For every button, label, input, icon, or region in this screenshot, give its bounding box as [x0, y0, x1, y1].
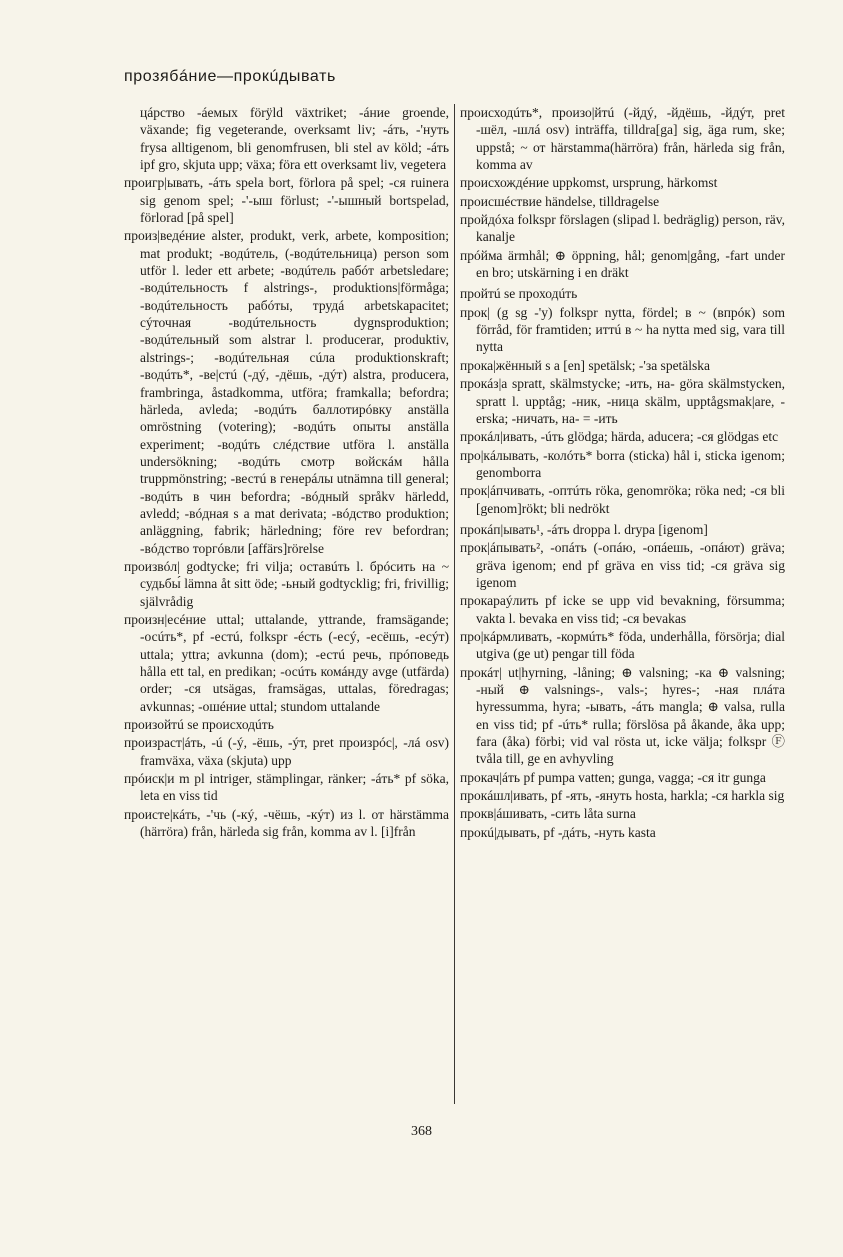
dictionary-entry: прокáт| ut|hyrning, -låning; ⊕ valsning; -ка ⊕ valsning; -ный ⊕ valsnings-, vals-; hyres-; -ная плáта hyressumma, hyra; -ывать, -áть mangla; ⊕ valsa, rulla en viss tid; pf -úть* rulla; förslösa på åkande, åka upp; fara (åka) förbi; vid val rösta ut, icke välja; folkspr Ⓕ tvåla till, ge en avhyvling: [460, 664, 785, 767]
dictionary-entry: происте|кáть, -'чь (-кý, -чёшь, -кýт) из l. от härstämma (härröra) från, härleda sig från, komma av l. [i]från: [124, 806, 449, 840]
dictionary-entry: произраст|áть, -ú (-ý, -ёшь, -ýт, pret произрóс|, -лá osv) framväxa, växa (skjuta) upp: [124, 735, 449, 768]
dictionary-entry: произн|есéние uttal; uttalande, yttrande, framsägande; -осúть*, pf -естú, folkspr -éсть (-есý, -есёшь, -есýт) uttala; yttra; avkunna (dom); -естú речь, прóповедь hålla ett tal, en predikan; -осúть комáнду avge (utfärda) order; -ся utsägas, framsägas, uttalas, föredragas; avkunnas; -ошéние uttal; stundom uttalande: [124, 611, 449, 714]
dictionary-entry: прокв|áшивать, -сить låta surna: [460, 806, 636, 822]
dictionary-entry: прок|áпчивать, -оптúть röka, genomröka; röka ned; -ся bli [genom]rökt; bli nedrökt: [460, 483, 785, 516]
dictionary-entry: пройдóха folkspr förslagen (slipad l. bedräglig) person, räv, kanalje: [460, 212, 785, 245]
dictionary-entry: пройтú se проходúть: [460, 286, 578, 302]
dictionary-entry: прока|жённый s a [en] spetälsk; -'за spetälska: [460, 357, 711, 373]
column-divider: [454, 104, 455, 1104]
dictionary-entry: прокáп|ывать¹, -áть droppa l. drypa [igenom]: [460, 521, 708, 537]
dictionary-entry: произвóл| godtycke; fri vilja; оставúть l. брóсить на ~ судьбы́ lämna åt sitt öde; -ьный godtycklig; fri, frivillig; självrådig: [124, 558, 449, 609]
left-column: [124, 104, 449, 841]
dictionary-entry: прокáз|а spratt, skälmstycke; -ить, на- göra skälmstycken, spratt l. upptåg; -ник, -ница skälm, upptågsmak|are, -erska; -ничать, на- = -ить: [460, 376, 785, 426]
dictionary-entry: прóйма ärmhål; ⊕ öppning, hål; genom|gång, -fart under en bro; utskärning i en dräkt: [460, 247, 785, 281]
dictionary-entry: про|кáлывать, -колóть* borra (sticka) hål i, sticka igenom; genomborra: [460, 447, 785, 480]
dictionary-entry: проигр|ывать, -áть spela bort, förlora på spel; -ся ruinera sig genom spel; -'-ыш förlust; -'-ышный bortspelad, förlorad [på spel]: [124, 175, 449, 226]
dictionary-entry: произ|ведéние alster, produkt, verk, arbete, komposition; mat produkt; -водúтель, (-водúтельница) person som utför l. leder ett arbete; -водúтель рабóт arbetsledare; -водúтельность f alstrings-, produktions|förmåga; -водúтельность рабóты, трудá arbetskapacitet; сýточная -водúтельность dygnsproduktion; -водúтельный som alstrar l. producerar, produktiv, alstrings-; -водúтельная сúла produktionskraft; -водúть*, -ве|стú (-дý, -дёшь, -дýт) alstra, producera, frambringa, åstadkomma, utföra; framkalla; befordra; härleda, avleda; -водúть баллотирóвку anställa omröstning (votering); -водúть опыты anställa experiment; -водúть слéдствие utföra l. anställa undersökning; -водúть смотр войскáм hålla truppmönstring; -вестú в генерáлы utnämna till general; -водúть в чин befordra; -вóдный språkv härledd, avledd; -вóдная s a mat derivata; -вóдство produktion; anläggning, fabrik; härledning; före rev befordran; -вóдство торгóвли [affärs]rörelse: [124, 228, 449, 556]
dictionary-entry: прокú|дывать, pf -дáть, -нуть kasta: [460, 824, 656, 840]
dictionary-entry: прок|áпывать², -опáть (-опáю, -опáешь, -опáют) gräva; gräva igenom; end pf gräva en viss tid; -ся gräva sig igenom: [460, 540, 785, 590]
dictionary-entry: цáрство -áемых förÿld växtriket; -áние groende, växande; fig vegeterande, overksamt liv; -áть, -'нуть frysa alltigenom, bli genomfrusen, bli stel av köld; -áть ipf gro, skjuta upp; växa; föra ett overksamt liv, vegetera: [140, 105, 449, 173]
dictionary-entry: происшéствие händelse, tilldragelse: [460, 193, 660, 209]
dictionary-entry: прок| (g sg -'у) folkspr nytta, fördel; в ~ (впрóк) som förråd, för framtiden; иттú в ~ ha nytta med sig, vara till nytta: [460, 304, 785, 355]
dictionary-entry: прокараýлить pf icke se upp vid bevakning, försumma; vakta l. bevaka en viss tid; -ся bevakas: [460, 593, 785, 626]
dictionary-entry: прокáл|ивать, -úть glödga; härda, aducera; -ся glödgas etc: [460, 429, 779, 445]
dictionary-entry: про|кáрмливать, -кормúть* föda, underhålla, försörja; dial utgiva (ge ut) pengar till föda: [460, 628, 785, 662]
dictionary-entry: произойтú se происходúть: [124, 717, 274, 733]
dictionary-entry: прокáшл|ивать, pf -ять, -януть hosta, harkla; -ся harkla sig: [460, 788, 785, 804]
page-number: 368: [411, 1124, 432, 1139]
dictionary-entry: прóиск|и m pl intriger, stämplingar, ränker; -áть* pf söka, leta en viss tid: [124, 771, 449, 804]
dictionary-entry: прокач|áть pf pumpa vatten; gunga, vagga; -ся itr gunga: [460, 769, 766, 785]
running-head: прозябáние—прокúдывать: [124, 68, 336, 85]
dictionary-entry: происхождéние uppkomst, ursprung, härkomst: [460, 175, 718, 191]
right-column: [460, 104, 785, 842]
dictionary-entry: происходúть*, произо|йтú (-йдý, -йдёшь, -йдýт, pret -шёл, -шлá osv) inträffa, tilldra[ga] sig, äga rum, ske; uppstå; ~ от härstamma(härröra) från, härleda sig från, komma av: [460, 105, 785, 173]
